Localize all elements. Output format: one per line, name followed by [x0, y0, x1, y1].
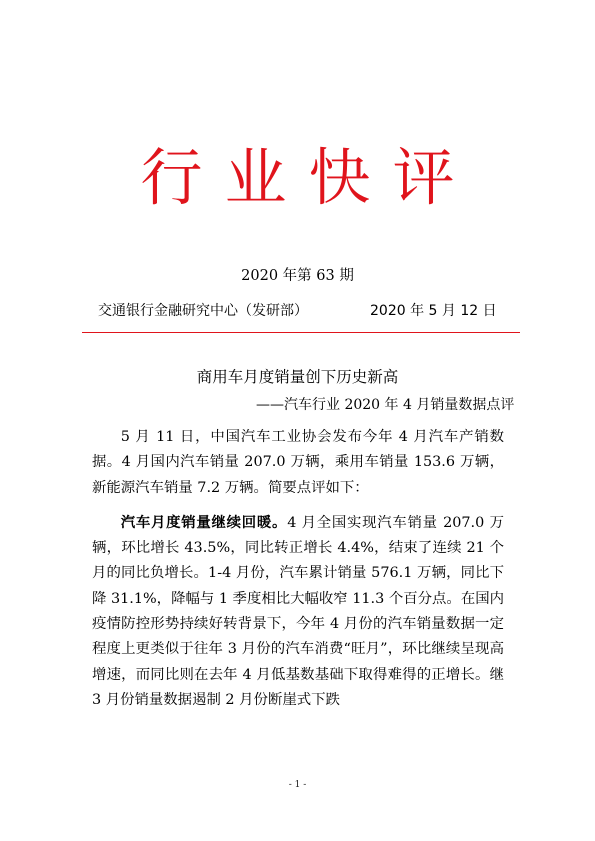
page-number: - 1 -	[288, 780, 307, 790]
article-title: 商用车月度销量创下历史新高	[196, 368, 399, 386]
intro-paragraph: 5 月 11 日，中国汽车工业协会发布今年 4 月汽车产销数据。4 月国内汽车销量 207.0 万辆，乘用车销量 153.6 万辆，新能源汽车销量 7.2 万辆。简要点评如下：	[92, 429, 504, 496]
publisher-row	[98, 301, 497, 321]
article-subtitle: ——汽车行业 2020 年 4 月销量数据点评	[256, 397, 515, 413]
section-text: 4 月全国实现汽车销量 207.0 万辆，环比增长 43.5%，同比转正增长 4.4%，结束了连续 21 个月的同比负增长。1-4 月份，汽车累计销量 576.1 万辆，同比下降 31.1%，降幅与 1 季度相比大幅收窄 11.3 个百分点。在国内疫情防控形势持续好转背景下，今年 4 月份的汽车销量数据一定程度上更类似于往年 3 月份的汽车消费“旺月”，环比继续呈现高增速，而同比则在去年 4 月低基数基础下取得难得的正增长。继 3 月份销量数据遏制 2 月份断崖式下跌	[92, 514, 504, 708]
issue-number: 2020 年第 63 期	[241, 268, 354, 284]
section-paragraph	[92, 510, 504, 713]
publisher-name: 交通银行金融研究中心（发研部）	[98, 303, 308, 319]
article-body	[92, 425, 504, 713]
publish-date: 2020 年 5 月 12 日	[370, 303, 497, 319]
header-divider	[82, 332, 520, 333]
masthead-title: 行业快评	[140, 141, 477, 214]
section-lead: 汽车月度销量继续回暖。	[120, 513, 288, 531]
